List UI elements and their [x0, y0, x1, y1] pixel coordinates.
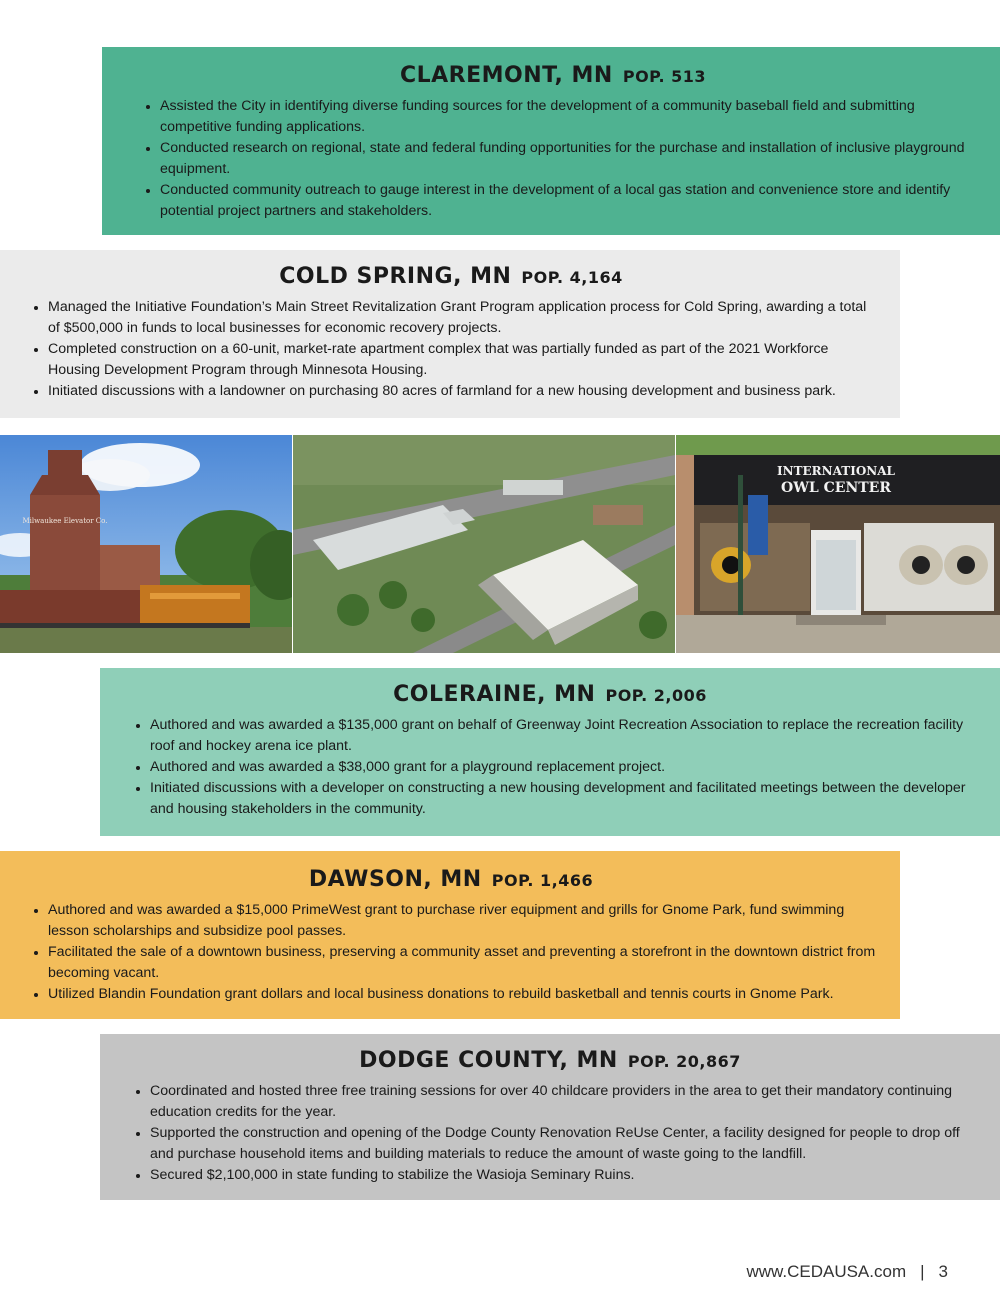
list-item: • Coordinated and hosted three free training sessions for over 40 childcare providers in the area to get their mandatory continuing education credits for the year. — [150, 1081, 976, 1123]
elevator-sign-text: Milwaukee Elevator Co. — [22, 517, 108, 525]
list-item: • Secured $2,100,000 in state funding to stabilize the Wasioja Seminary Ruins. — [150, 1165, 976, 1186]
photo-grain-elevator — [0, 435, 292, 653]
section-cold-spring — [0, 250, 900, 418]
section-heading — [134, 63, 972, 88]
page-footer — [746, 1262, 948, 1282]
bullet-list — [22, 297, 880, 402]
footer-separator: | — [920, 1262, 925, 1281]
list-item: • Initiated discussions with a landowner on purchasing 80 acres of farmland for a new housing development and business park. — [48, 381, 880, 402]
list-item: • Authored and was awarded a $38,000 grant for a playground replacement project. — [150, 757, 976, 778]
list-item: • Managed the Initiative Foundation’s Main Street Revitalization Grant Program application process for Cold Spring, awarding a total of $500,000 in funds to local businesses for economic recovery projects. — [48, 297, 880, 339]
list-item: • Facilitated the sale of a downtown business, preserving a community asset and preventing a storefront in the downtown district from becoming vacant. — [48, 942, 880, 984]
owl-sign-line2: OWL CENTER — [781, 480, 891, 496]
population: POP. 20,867 — [627, 1052, 741, 1071]
list-item: • Completed construction on a 60-unit, market-rate apartment complex that was partially funded as part of the 2021 Workforce Housing Development Program through Minnesota Housing. — [48, 339, 880, 381]
bullet-list — [124, 715, 976, 820]
list-item: • Conducted community outreach to gauge interest in the development of a local gas station and convenience store and identify potential project partners and stakeholders. — [160, 180, 972, 222]
photo-aerial-business-park — [293, 435, 675, 653]
section-dodge-county — [100, 1034, 1000, 1200]
population: POP. 1,466 — [491, 871, 594, 890]
section-dawson — [0, 851, 900, 1019]
bullet-list — [134, 96, 972, 222]
section-claremont — [102, 47, 1000, 235]
population: POP. 2,006 — [605, 686, 707, 705]
bullet-list — [124, 1081, 976, 1186]
city-title: DODGE COUNTY, MN — [359, 1048, 618, 1073]
list-item: • Supported the construction and opening of the Dodge County Renovation ReUse Center, a facility designed for people to drop off and purchase household items and building materials to reduce the amount of waste going to the landfill. — [150, 1123, 976, 1165]
owl-sign-line1: INTERNATIONAL — [777, 464, 895, 478]
section-heading — [22, 867, 880, 892]
section-heading — [124, 682, 976, 707]
photo-owl-center — [676, 435, 1000, 653]
section-coleraine — [100, 668, 1000, 836]
section-heading — [22, 264, 880, 289]
bullet-list — [22, 900, 880, 1005]
list-item: • Authored and was awarded a $135,000 grant on behalf of Greenway Joint Recreation Association to replace the recreation facility roof and hockey arena ice plant. — [150, 715, 976, 757]
section-heading — [124, 1048, 976, 1073]
city-title: DAWSON, MN — [308, 867, 482, 892]
list-item: • Initiated discussions with a developer on constructing a new housing development and facilitated meetings between the developer and housing stakeholders in the community. — [150, 778, 976, 820]
city-title: CLAREMONT, MN — [399, 63, 613, 88]
city-title: COLD SPRING, MN — [279, 264, 512, 289]
list-item: • Utilized Blandin Foundation grant dollars and local business donations to rebuild basketball and tennis courts in Gnome Park. — [48, 984, 880, 1005]
population: POP. 513 — [622, 67, 707, 86]
population: POP. 4,164 — [521, 268, 623, 287]
list-item: • Conducted research on regional, state and federal funding opportunities for the purchase and installation of inclusive playground equipment. — [160, 138, 972, 180]
city-title: COLERAINE, MN — [393, 682, 596, 707]
page-number: 3 — [938, 1262, 948, 1281]
list-item: • Assisted the City in identifying diverse funding sources for the development of a community baseball field and submitting competitive funding applications. — [160, 96, 972, 138]
list-item: • Authored and was awarded a $15,000 PrimeWest grant to purchase river equipment and grills for Gnome Park, fund swimming lesson scholarships and subsidize pool passes. — [48, 900, 880, 942]
website-link[interactable]: www.CEDAUSA.com — [746, 1262, 907, 1281]
